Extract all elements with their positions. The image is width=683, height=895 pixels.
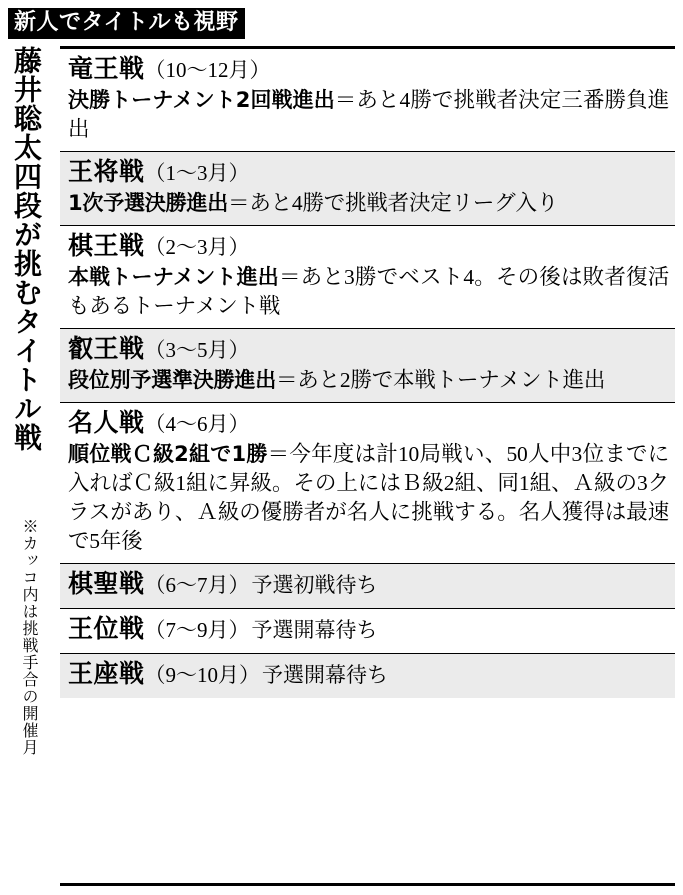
match-name: 棋王戦 <box>68 231 145 260</box>
table-row <box>60 654 675 698</box>
match-name: 王座戦 <box>68 659 145 688</box>
match-name: 王位戦 <box>68 614 145 643</box>
table-row <box>60 329 675 403</box>
table-row <box>60 49 675 152</box>
match-name: 竜王戦 <box>68 54 145 83</box>
row-detail: ＝あと3勝でベスト4。その後は敗者復活もあるトーナメント戦 <box>68 265 670 318</box>
match-name: 叡王戦 <box>68 334 145 363</box>
row-detail: ＝今年度は計10局戦い、50人中3位までに入ればＣ級1組に昇級。その上にはＢ級2組、同1組、Ａ級の3クラスがあり、Ａ級の優勝者が名人に挑戦する。名人獲得は最速で5年後 <box>68 442 669 553</box>
row-title <box>68 659 669 690</box>
row-title <box>68 231 669 262</box>
row-title <box>68 569 669 600</box>
title-match-table <box>60 46 675 886</box>
row-detail: ＝あと4勝で挑戦者決定リーグ入り <box>228 191 559 215</box>
match-period: （6〜7月） <box>144 573 250 597</box>
row-title <box>68 54 669 85</box>
row-title <box>68 614 669 645</box>
row-status: 決勝トーナメント2回戦進出 <box>68 88 335 112</box>
row-detail: ＝あと4勝で挑戦者決定三番勝負進出 <box>68 88 669 141</box>
row-description <box>68 263 669 321</box>
row-title <box>68 408 669 439</box>
match-status-inline: 予選開幕待ち <box>262 663 389 687</box>
row-status: 本戦トーナメント進出 <box>68 265 279 289</box>
match-period: （10〜12月） <box>144 58 271 82</box>
vertical-title: 藤井聡太四段が挑むタイトル戦 <box>10 46 43 452</box>
table-row <box>60 564 675 609</box>
row-title <box>68 157 669 188</box>
match-period: （7〜9月） <box>144 618 250 642</box>
match-period: （3〜5月） <box>144 338 250 362</box>
match-period: （4〜6月） <box>144 412 250 436</box>
table-row <box>60 403 675 564</box>
row-status: 段位別予選準決勝進出 <box>68 368 276 392</box>
row-detail: ＝あと2勝で本戦トーナメント進出 <box>276 368 606 392</box>
match-period: （1〜3月） <box>144 161 250 185</box>
table-row <box>60 609 675 654</box>
vertical-footnote: ※カッコ内は挑戦手合の開催月 <box>20 518 37 756</box>
row-title <box>68 334 669 365</box>
table-row <box>60 152 675 226</box>
row-description <box>68 86 669 144</box>
row-description <box>68 189 669 218</box>
page-headline: 新人でタイトルも視野 <box>8 8 245 39</box>
match-period: （2〜3月） <box>144 235 250 259</box>
match-name: 棋聖戦 <box>68 569 145 598</box>
match-period: （9〜10月） <box>144 663 261 687</box>
row-description <box>68 440 669 556</box>
content-area <box>8 46 675 886</box>
match-name: 名人戦 <box>68 408 145 437</box>
row-description <box>68 366 669 395</box>
match-status-inline: 予選開幕待ち <box>251 618 378 642</box>
row-status: 順位戦Ｃ級2組で1勝 <box>68 442 268 466</box>
table-row <box>60 226 675 329</box>
match-name: 王将戦 <box>68 157 145 186</box>
row-status: 1次予選決勝進出 <box>68 191 229 215</box>
vertical-title-strip <box>8 46 60 886</box>
match-status-inline: 予選初戦待ち <box>251 573 378 597</box>
